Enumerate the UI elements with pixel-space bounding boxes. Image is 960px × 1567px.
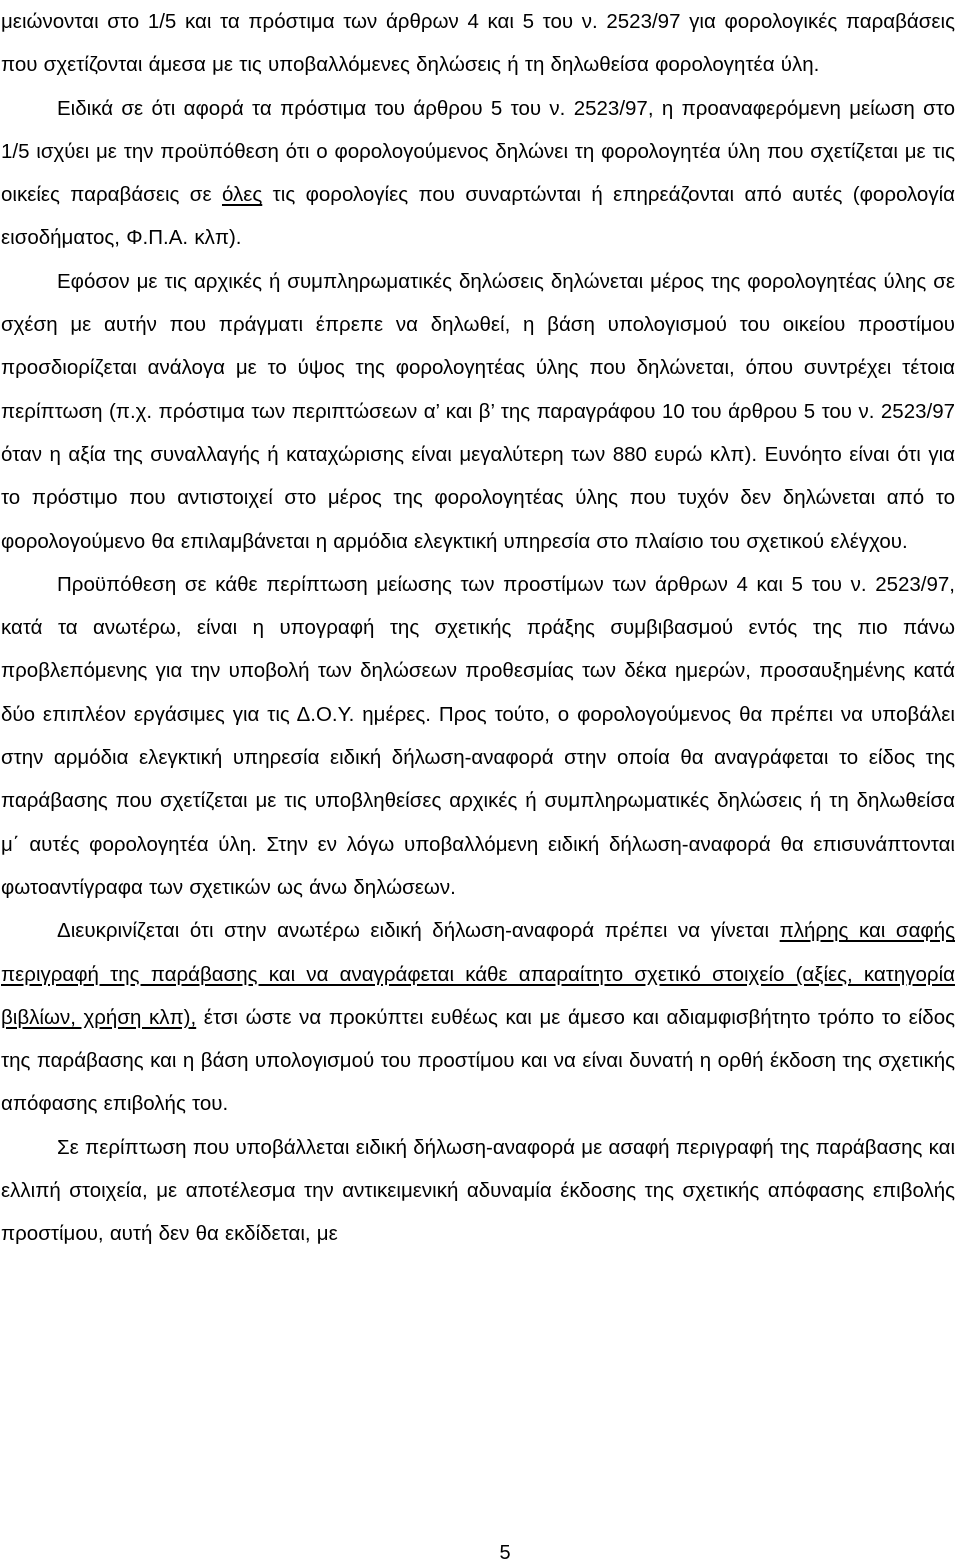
paragraph-text: Προϋπόθεση σε κάθε περίπτωση μείωσης των προστίμων των άρθρων 4 και 5 του ν. 2523/97, κατά τα ανωτέρω, είναι η υπογραφή της σχετικής πράξης συμβιβασμού εντός της πιο πάνω προβλεπόμενης για την υποβολή των δηλώσεων προθεσμίας των δέκα ημερών, προσαυξημένης κατά δύο επιπλέον εργάσιμες για τις Δ.Ο.Υ. ημέρες. Προς τούτο, ο φορολογούμενος θα πρέπει να υποβάλει στην αρμόδια ελεγκτική υπηρεσία ειδική δήλωση-αναφορά στην οποία θα αναγράφεται το είδος της παράβασης που σχετίζεται με τις υποβληθείσες αρχικές ή συμπληρωματικές δηλώσεις ή τη δηλωθείσα μ΄ αυτές φορολογητέα ύλη. Στην εν λόγω υποβαλλόμενη ειδική δήλωση-αναφορά θα επισυνάπτονται φωτοαντίγραφα των σχετικών ως άνω δηλώσεων. bbox=[1, 572, 955, 899]
paragraph-text: Διευκρινίζεται ότι στην ανωτέρω ειδική δήλωση-αναφορά πρέπει να γίνεται bbox=[57, 919, 780, 943]
underlined-text: πλήρης και σαφής περιγραφή της παράβασης και να αναγράφεται κάθε απαραίτητο σχετικό στοιχείο (αξίες, κατηγορία βιβλίων, χρήση κλπ), bbox=[1, 919, 955, 1029]
paragraph-text: έτσι ώστε να προκύπτει ευθέως και με άμεσο και αδιαμφισβήτητο τρόπο το είδος της παράβασης και η βάση υπολογισμού του προστίμου και να είναι δυνατή η ορθή έκδοση της σχετικής απόφασης επιβολής του. bbox=[1, 1005, 955, 1116]
paragraph-p4 bbox=[1, 563, 955, 909]
paragraph-text: τις φορολογίες που συναρτώνται ή επηρεάζονται από αυτές (φορολογία εισοδήματος, Φ.Π.Α. κλπ). bbox=[1, 183, 955, 250]
paragraph-text: μειώνονται στο 1/5 και τα πρόστιμα των άρθρων 4 και 5 του ν. 2523/97 για φορολογικές παραβάσεις που σχετίζονται άμεσα με τις υποβαλλόμενες δηλώσεις ή τη δηλωθείσα φορολογητέα ύλη. bbox=[1, 10, 955, 77]
page-number: 5 bbox=[499, 1542, 511, 1564]
paragraph-p2 bbox=[1, 87, 955, 260]
paragraph-text: Σε περίπτωση που υποβάλλεται ειδική δήλωση-αναφορά με ασαφή περιγραφή της παράβασης και ελλιπή στοιχεία, με αποτέλεσμα την αντικειμενική αδυναμία έκδοσης της σχετικής απόφασης επιβολής προστίμου, αυτή δεν θα εκδίδεται, με bbox=[1, 1135, 955, 1246]
paragraph-text: Ειδικά σε ότι αφορά τα πρόστιμα του άρθρου 5 του ν. 2523/97, η προαναφερόμενη μείωση στο 1/5 ισχύει με την προϋπόθεση ότι ο φορολογούμενος δηλώνει τη φορολογητέα ύλη που σχετίζεται με τις οικείες παραβάσεις σε bbox=[1, 96, 955, 207]
underlined-text: όλες bbox=[221, 183, 263, 207]
document-body bbox=[1, 0, 955, 1256]
paragraph-p6 bbox=[1, 1126, 955, 1256]
paragraph-p1 bbox=[1, 0, 955, 87]
paragraph-p5 bbox=[1, 909, 955, 1125]
paragraph-p3 bbox=[1, 260, 955, 563]
paragraph-text: Εφόσον με τις αρχικές ή συμπληρωματικές δηλώσεις δηλώνεται μέρος της φορολογητέας ύλης σε σχέση με αυτήν που πράγματι έπρεπε να δηλωθεί, η βάση υπολογισμού του οικείου προστίμου προσδιορίζεται ανάλογα με το ύψος της φορολογητέας ύλης που δηλώνεται, όπου συντρέχει τέτοια περίπτωση (π.χ. πρόστιμα των περιπτώσεων α’ και β’ της παραγράφου 10 του άρθρου 5 του ν. 2523/97 όταν η αξία της συναλλαγής ή καταχώρισης είναι μεγαλύτερη των 880 ευρώ κλπ). Ευνόητο είναι ότι για το πρόστιμο που αντιστοιχεί στο μέρος της φορολογητέας ύλης που τυχόν δεν δηλώνεται από το φορολογούμενο θα επιλαμβάνεται η αρμόδια ελεγκτική υπηρεσία στο πλαίσιο του σχετικού ελέγχου. bbox=[1, 269, 955, 553]
